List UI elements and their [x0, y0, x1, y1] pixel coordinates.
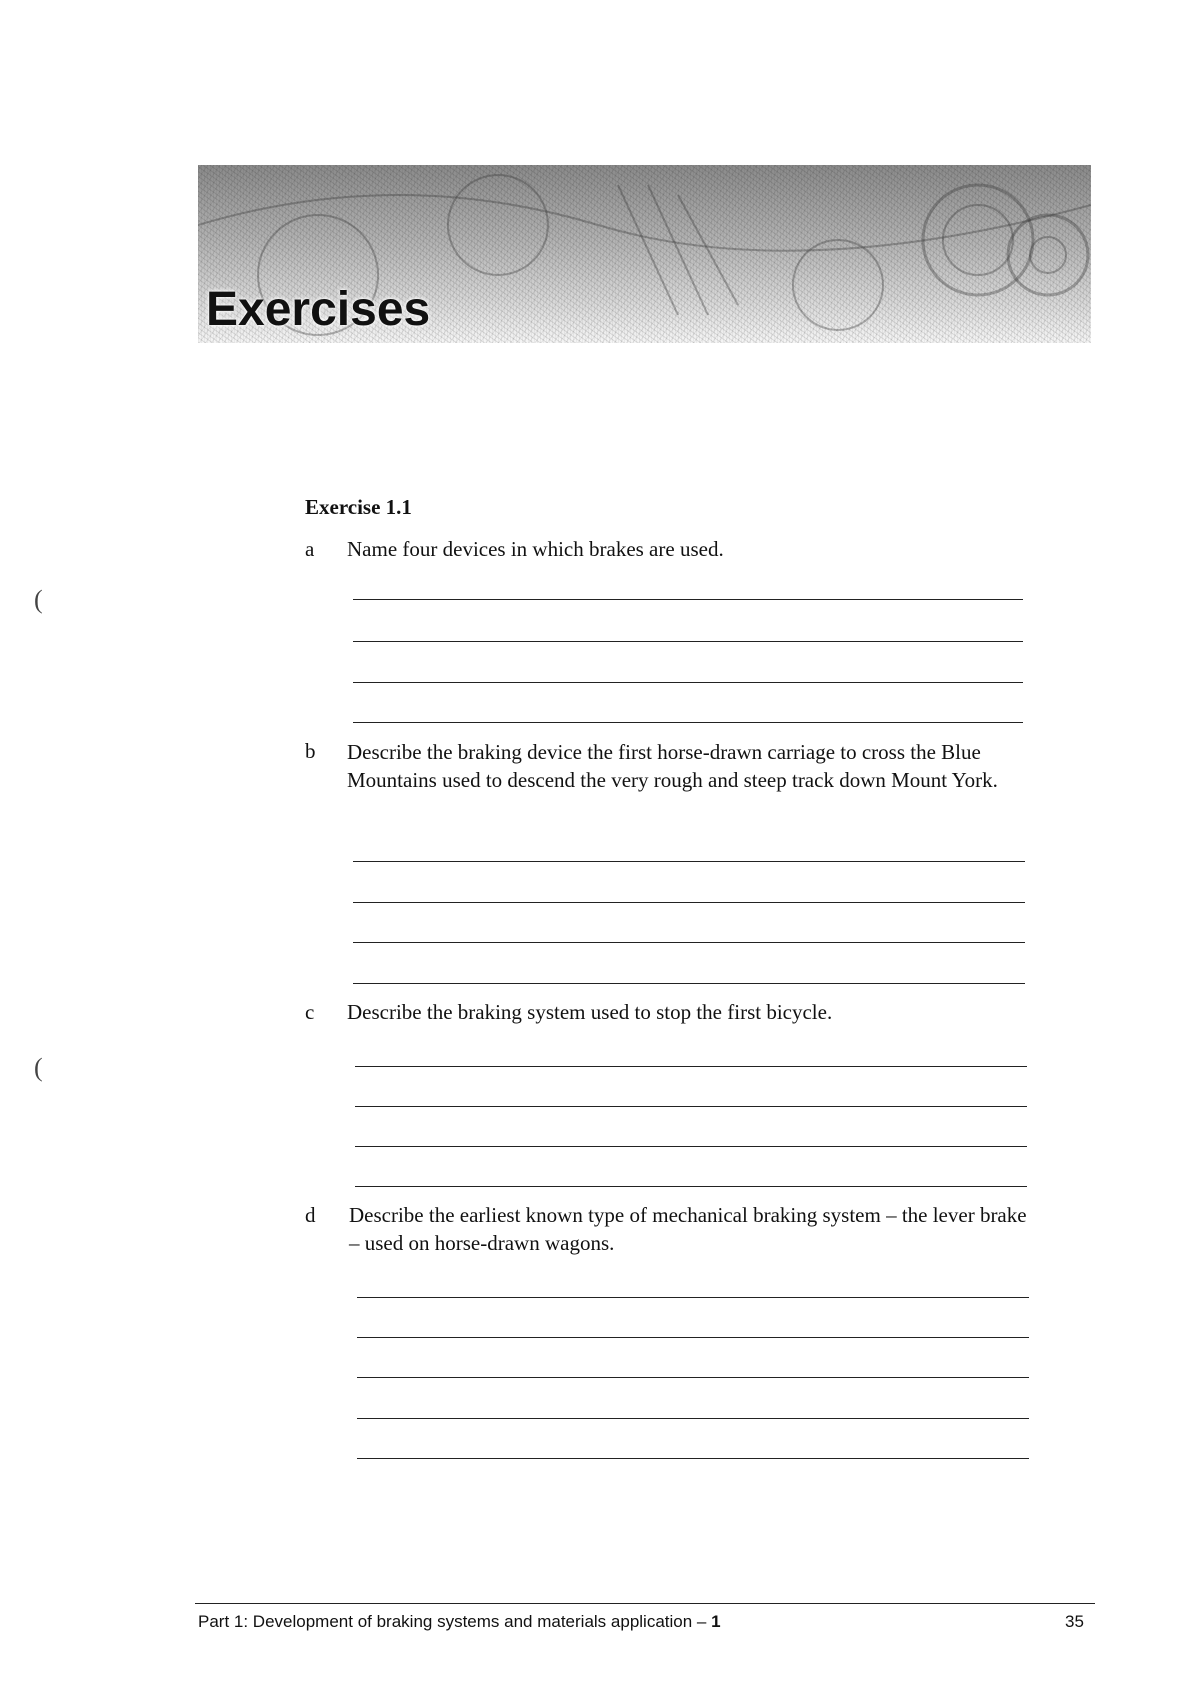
footer-rule [195, 1603, 1095, 1604]
answer-line[interactable] [355, 1106, 1027, 1107]
answer-line[interactable] [355, 1186, 1027, 1187]
answer-line[interactable] [353, 722, 1023, 723]
margin-mark: ( [34, 585, 43, 614]
question-text-d: Describe the earliest known type of mechanical braking system – the lever brake – used on horse-drawn wagons. [349, 1203, 1027, 1255]
banner-title: Exercises [206, 283, 431, 336]
answer-line[interactable] [353, 682, 1023, 683]
footer-text [198, 1612, 721, 1632]
answer-line[interactable] [353, 599, 1023, 600]
answer-line[interactable] [357, 1418, 1029, 1419]
exercise-title: Exercise 1.1 [305, 495, 412, 519]
question-letter-d: d [305, 1203, 316, 1227]
answer-line[interactable] [357, 1297, 1029, 1298]
answer-line[interactable] [353, 983, 1025, 984]
answer-line[interactable] [357, 1377, 1029, 1378]
margin-mark: ( [34, 1053, 43, 1082]
question-letter-a: a [305, 537, 315, 561]
answer-line[interactable] [353, 902, 1025, 903]
answer-line[interactable] [353, 861, 1025, 862]
question-text-a: Name four devices in which brakes are used. [347, 537, 724, 561]
answer-line[interactable] [355, 1066, 1027, 1067]
footer-part-label: Part 1: Development of braking systems and materials application – [198, 1612, 712, 1631]
answer-line[interactable] [353, 942, 1025, 943]
footer-part-number: 1 [711, 1612, 721, 1631]
answer-line[interactable] [353, 641, 1023, 642]
question-text-b: Describe the braking device the first horse-drawn carriage to cross the Blue Mountains used to descend the very rough and steep track down Mount York. [347, 740, 998, 792]
answer-line[interactable] [355, 1146, 1027, 1147]
question-letter-b: b [305, 739, 316, 763]
page-number: 35 [1065, 1612, 1084, 1631]
question-letter-c: c [305, 1000, 315, 1024]
answer-line[interactable] [357, 1458, 1029, 1459]
question-text-c: Describe the braking system used to stop the first bicycle. [347, 1000, 833, 1024]
answer-line[interactable] [357, 1337, 1029, 1338]
exercises-banner [198, 165, 1091, 343]
